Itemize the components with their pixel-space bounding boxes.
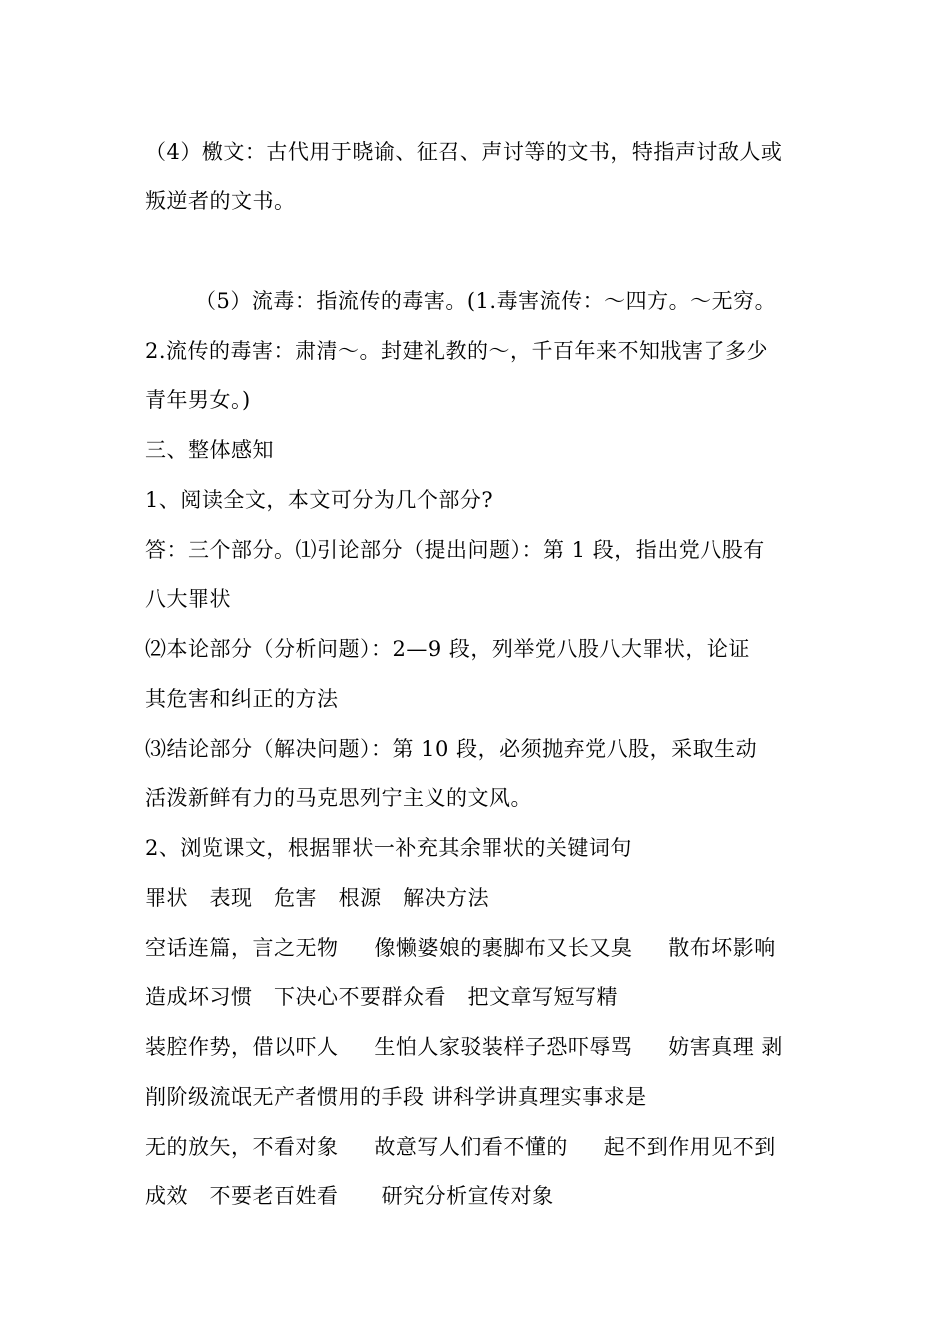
text-line: 活泼新鲜有力的马克思列宁主义的文风。 xyxy=(145,786,532,810)
text-line: 造成坏习惯 下决心不要群众看 把文章写短写精 xyxy=(145,985,619,1009)
text-line: 无的放矢，不看对象 故意写人们看不懂的 起不到作用见不到 xyxy=(145,1135,776,1159)
text-line: 削阶级流氓无产者惯用的手段 讲科学讲真理实事求是 xyxy=(145,1085,647,1109)
text-line: 装腔作势，借以吓人 生怕人家驳装样子恐吓辱骂 妨害真理 剥 xyxy=(145,1035,783,1059)
text-line: 叛逆者的文书。 xyxy=(145,189,296,213)
text-line: 1、阅读全文，本文可分为几个部分? xyxy=(145,488,494,512)
text-line: （4）檄文：古代用于晓谕、征召、声讨等的文书，特指声讨敌人或 xyxy=(145,140,783,164)
text-line: 其危害和纠正的方法 xyxy=(145,687,339,711)
text-line: 青年男女。) xyxy=(145,388,251,412)
text-line: 成效 不要老百姓看 研究分析宣传对象 xyxy=(145,1184,554,1208)
text-line: ⑶结论部分（解决问题）：第 10 段，必须抛弃党八股，采取生动 xyxy=(145,737,758,761)
text-line: ⑵本论部分（分析问题）：2—9 段，列举党八股八大罪状，论证 xyxy=(145,637,750,661)
text-line: 八大罪状 xyxy=(145,587,231,611)
text-line: 空话连篇，言之无物 像懒婆娘的裹脚布又长又臭 散布坏影响 xyxy=(145,936,776,960)
text-line: （5）流毒：指流传的毒害。(1.毒害流传：～四方。～无穷。 xyxy=(195,289,777,313)
table-header-line: 罪状 表现 危害 根源 解决方法 xyxy=(145,886,490,910)
text-line: 答：三个部分。⑴引论部分（提出问题）：第 1 段，指出党八股有 xyxy=(145,538,765,562)
section-heading: 三、整体感知 xyxy=(145,438,274,462)
text-line: 2.流传的毒害：肃清～。封建礼教的～，千百年来不知戕害了多少 xyxy=(145,339,769,363)
text-line: 2、浏览课文，根据罪状一补充其余罪状的关键词句 xyxy=(145,836,632,860)
